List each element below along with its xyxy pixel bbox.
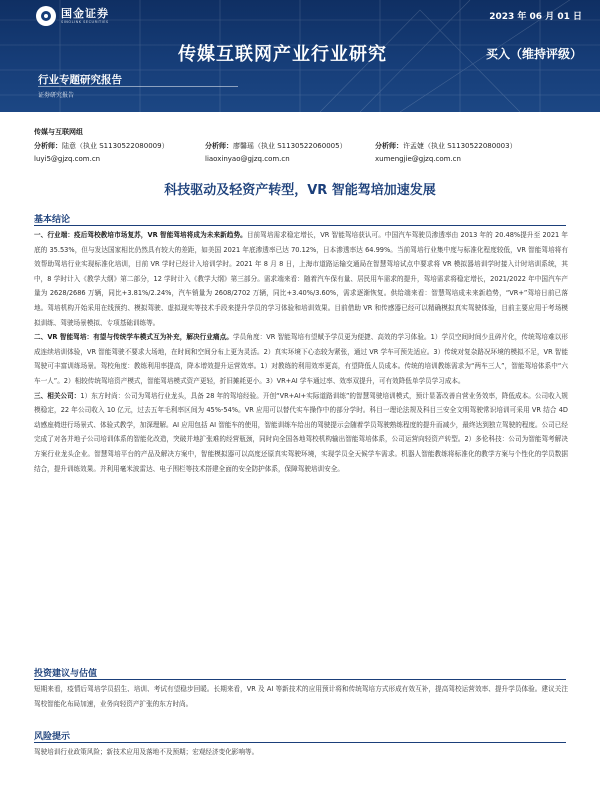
risk-body: 驾驶培训行业政策风险；新技术应用及落地不及预期；宏观经济变化影响等。 [34,748,259,756]
rating-badge: 买入（维持评级） [485,47,582,61]
investment-body: 短期来看，疫情后驾培学员招生、培训、考试有望稳步回暖。长期来看，VR 及 AI 等新技术的应用预计将和传统驾培方式形成有效互补，提高驾校运营效率、提升学员体验。建议关注驾校智能化布局加速，业务向轻资产扩张的东方时尚。 [34,685,568,708]
report-headline: 科技驱动及轻资产转型，VR 智能驾培加速发展 [164,183,436,198]
section-title-risk: 风险提示 [34,732,71,742]
paragraph-text: 1）东方时尚：公司为驾培行业龙头，具备 28 年的驾培经验。开创“VR+AI+实际道路训练”的智慧驾驶培训模式，预计显著改善自营业务效率，降低成本。公司收入规模稳定，22 年公司收入 10 亿元，过去五年毛利率区间为 45%-54%。VR 应用可以替代实车操作中的部分学时。科目一理论法规及科目三安全文明驾驶常识培训可采用 VR 结合 4D 动感座椅进行场景式、体验式教学，加深理解。AI 应用包括 AI 智能车的使用，智能训练车给出的驾驶提示会随着学员驾驶熟练程度的提升而减少，最终达到独立驾驶的程度。公司已经完成了对各并地子公司培训体系的智能化改造，突破并地扩张难的经营瓶颈，同时向全国各地驾校机构输出智能驾培体系，公司运营向轻资产转型。2）多伦科技：公司为智能驾考解决方案行业龙头企业。智慧驾培平台的产品及解决方案中，智能模拟器可以高度还原真实驾驶环境，实现学员全天候学车需求。机器人智能教练将标准化的教学方案与个性化的学员数据结合，提升训练效果。并利用毫米波雷达、电子围栏等技术搭建全面的安全防护体系，保障驾驶培训安全。 [34,391,568,473]
paragraph-text: 学员角度：VR 智能驾培有望赋予学员更为便捷、高效的学习体验。1）学员空间时间少且碎片化，传统驾培难以形成连续培训体验，VR 智能驾驶不要求大场地，在时间和空间分布上更为灵活。2）真实环境下心态较为紧张，通过 VR 学车可预先适应。3）传统对复杂路况环境的模拟不足，VR 智能驾驶可丰富训练场景。驾校角度：教练利用率提高，降本增效提升运营效率。1）对教练的利用效率更高，有望降低人员成本。传统的培训教练需求为“两车三人”，智能驾培体系中“六车一人”。2）相较传统驾培资产模式，智能驾培模式资产更轻，折旧摊耗更小。3）VR+AI 学车通过率、效率双提升，可有效降低单学员学习成本。 [34,333,568,385]
section-title-investment: 投资建议与估值 [34,669,98,679]
analyst-name: 廖馨瑶（执业 S1130522060005） [233,142,347,150]
paragraph-lead: 二、VR 智能驾培：有望与传统学车模式互为补充，解决行业痛点。 [34,333,233,342]
summary-body [34,228,568,476]
analyst-role: 分析师： [375,142,403,150]
analyst-3 [375,140,517,166]
brand-subtitle: SINOLINK SECURITIES [61,20,109,24]
summary-paragraph [34,389,568,477]
analyst-role: 分析师： [205,142,233,150]
report-type: 行业专题研究报告 [38,74,122,86]
analyst-email[interactable]: luyi5@gjzq.com.cn [34,155,101,163]
analyst-email[interactable]: liaoxinyao@gjzq.com.cn [205,155,290,163]
analyst-role: 分析师： [34,142,62,150]
paragraph-lead: 一、行业端：疫后驾校教培市场复苏，VR 智能驾培将成为未来新趋势。 [34,231,247,239]
analyst-1 [34,140,169,166]
section-title-summary: 基本结论 [34,215,71,225]
summary-paragraph [34,228,568,330]
report-title: 传媒互联网产业行业研究 [178,44,387,65]
analyst-name: 许孟婕（执业 S1130522080003） [403,142,517,150]
brand-name: 国金证券 [61,7,109,20]
section-divider [34,742,566,743]
paragraph-text: 目前驾培需求稳定增长，VR 智能驾培获认可。中国汽车驾驶员渗透率由 2013 年的 20.48%提升至 2021 年底的 35.53%，但与发达国家相比仍然具有较大的差距，如美国 2021 年底渗透率已达 70.12%，日本渗透率达 64.99%。当前驾培行业集中度与标准化程度较低，VR 智能驾培将有效帮助驾培行业实现标准化培训，目前 VR 学时已经计入培训学时。2021 年 8 月 8 日，上海市道路运输交通局在智慧驾培试点中要求将 VR 模拟器培训学时接入计时培训系统，其中，8 学时计入《教学大纲》第二部分，12 学时计入《教学大纲》第三部分。需求端来看：随着汽车保有量、居民用车需求的提升，驾培需求将稳定增长，2021/2022 年中国汽车产量为 2628/2686 万辆，同比+3.81%/2.24%，汽车销量为 2608/2702 万辆，同比+3.40%/3.60%，需求逐渐恢复。供给端来看：智慧驾培成未来新趋势，“VR+”驾培日前已落地。驾培机构开始采用在线预约、模拟驾驶、虚拟现实等技术手段来提升学员的学习体验和培训效果。目前借助 VR 和传感器已经可以精确模拟真实驾驶体验，目前主要应用于考场模拟训练、驾驶场景模拟、专项基础训练等。 [34,231,568,327]
analyst-name: 陆意（执业 S1130522080009） [62,142,169,150]
report-type-divider [38,86,238,87]
industry-group: 传媒与互联网组 [34,128,83,136]
summary-paragraph [34,330,568,388]
report-date: 2023 年 06 月 01 日 [489,12,582,22]
analyst-email[interactable]: xumengjie@gjzq.com.cn [375,155,461,163]
analyst-2 [205,140,347,166]
brand-logo [36,6,109,26]
section-divider [34,225,566,226]
header-banner [0,0,600,112]
brand-logo-icon [36,6,56,26]
section-divider [34,679,566,680]
paragraph-lead: 三、相关公司： [34,391,81,400]
research-label: 证券研究报告 [38,92,75,99]
